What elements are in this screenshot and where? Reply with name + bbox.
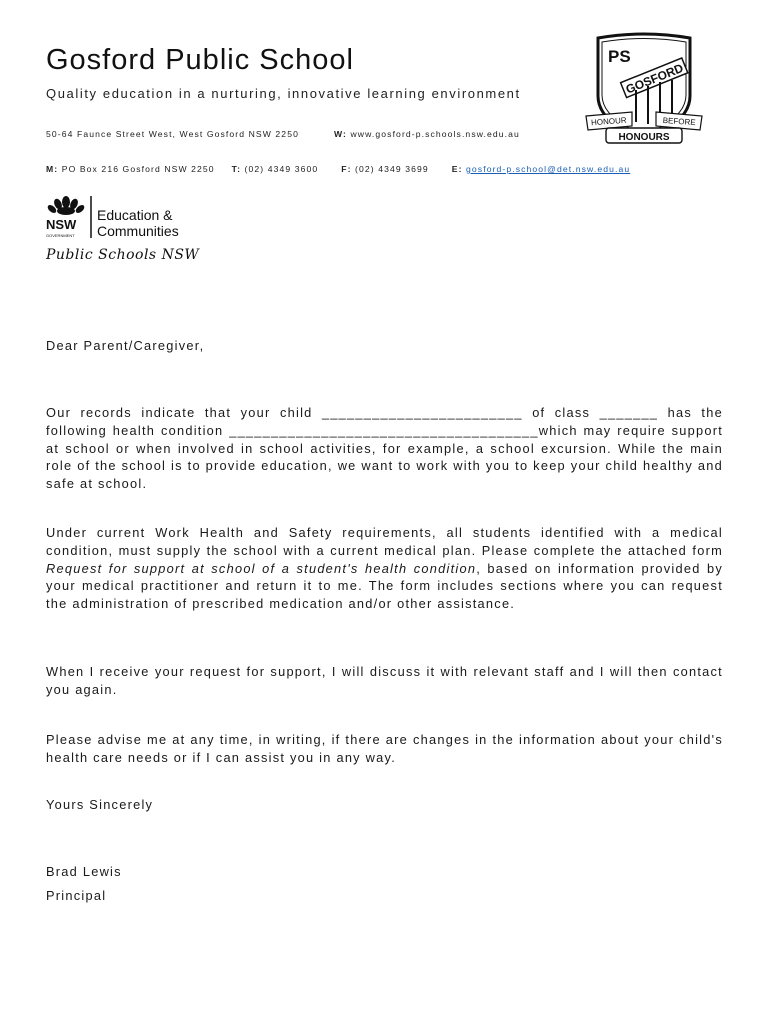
school-crest-logo: [584, 30, 704, 146]
p1-text-a: Our records indicate that your child: [46, 405, 313, 420]
mail-label: M:: [46, 164, 59, 174]
contact-row: [46, 164, 630, 174]
paragraph-1: [46, 404, 723, 493]
p1-text-b: of class: [532, 405, 591, 420]
paragraph-3: When I receive your request for support, I will discuss it with relevant staff and I will then contact you again.: [46, 664, 723, 697]
nsw-education-logo: [46, 194, 206, 240]
crest-ps: PS: [608, 47, 631, 66]
paragraph-4: Please advise me at any time, in writing, if there are changes in the information about your child's health care needs or if I can assist you in any way.: [46, 732, 723, 765]
crest-gosford: GOSFORD: [623, 60, 686, 97]
p1-text-c: has the following health condition: [46, 405, 723, 438]
email-label: E:: [451, 164, 463, 174]
salutation: Dear Parent/Caregiver,: [46, 338, 205, 353]
class-blank: _______: [599, 405, 659, 420]
phone-number: (02) 4349 3600: [244, 164, 319, 174]
email-link[interactable]: gosford-p.school@det.nsw.edu.au: [466, 164, 631, 174]
education-wordmark: Education &: [97, 207, 173, 223]
web-label: W:: [333, 129, 347, 139]
signatory-name: Brad Lewis: [46, 864, 122, 879]
crest-honours: HONOURS: [618, 132, 670, 143]
p2-text-b: , based on information provided by your medical practitioner and return it to me. The form includes sections where you can request the administration of prescribed medication and/or other assistance.: [46, 560, 723, 612]
nsw-wordmark: NSW: [46, 217, 77, 232]
government-wordmark: GOVERNMENT: [46, 233, 75, 238]
public-schools-nsw-script: Public Schools NSW: [46, 247, 200, 263]
child-name-blank: ________________________: [321, 405, 523, 420]
crest-before: BEFORE: [662, 115, 696, 128]
waratah-icon: [46, 196, 86, 215]
address-row: [46, 129, 520, 139]
signatory-title: Principal: [46, 888, 107, 903]
school-name: Gosford Public School: [46, 44, 354, 76]
web-address: www.gosford-p.schools.nsw.edu.au: [350, 129, 520, 139]
form-title: Request for support at school of a student's health condition: [46, 560, 477, 576]
paragraph-2: [46, 524, 723, 613]
p2-text-a: Under current Work Health and Safety requirements, all students identified with a medical condition, must supply the school with a current medical plan. Please complete the attached form: [46, 525, 723, 558]
closing: Yours Sincerely: [46, 797, 154, 812]
fax-label: F:: [341, 164, 352, 174]
street-address: 50-64 Faunce Street West, West Gosford NSW 2250: [46, 129, 299, 139]
phone-label: T:: [231, 164, 242, 174]
communities-wordmark: Communities: [97, 223, 179, 239]
crest-honour: HONOUR: [590, 115, 627, 128]
health-condition-blank: _____________________________________: [229, 422, 539, 438]
fax-number: (02) 4349 3699: [355, 164, 429, 174]
p1-text-d: which may require support at school or when involved in school activities, for example, a school excursion. While the main role of the school is to provide education, we want to work with you to keep your child healthy and safe at school.: [46, 422, 724, 492]
school-tagline: Quality education in a nurturing, innovative learning environment: [46, 86, 521, 101]
mail-address: PO Box 216 Gosford NSW 2250: [61, 164, 215, 174]
